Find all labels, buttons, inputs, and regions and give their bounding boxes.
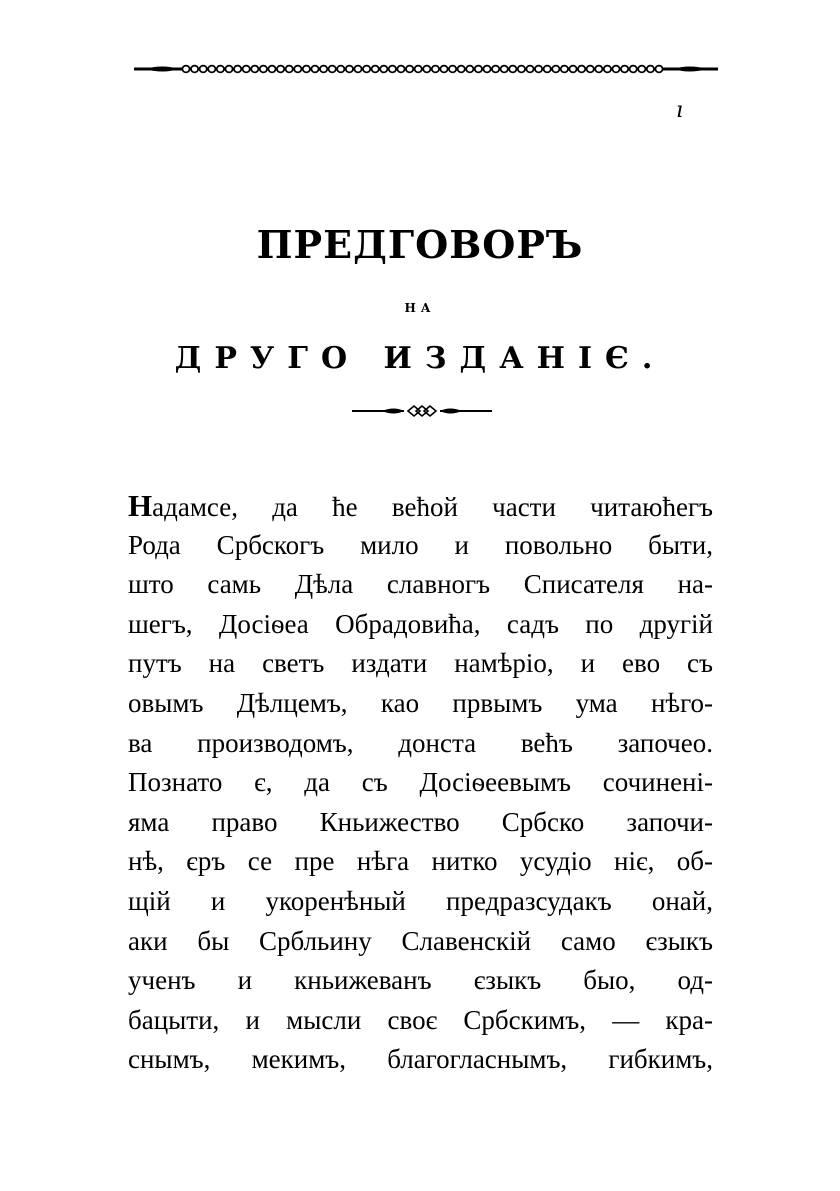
page-title: ПРЕДГОВОРЪ: [256, 222, 584, 267]
text-line: Рода Србскогъ мило и повольно быти,: [128, 529, 713, 560]
text-line: бацыти, и мысли своє Србскимъ, — кра-: [128, 1004, 713, 1035]
text-line: щій и укоренѣный предразсудакъ онай,: [128, 885, 713, 916]
text-line: Познато є, да съ Досіѳеевымъ сочиненi-: [128, 767, 713, 798]
text-line: аки бы Србльину Славенскій само єзыкъ: [128, 925, 713, 956]
text-line: што самь Дѣла славногъ Списателя на-: [128, 569, 713, 600]
text-line-1-rest: адамсе, да ће већой части читаюћегъ: [152, 492, 713, 522]
text-line: путъ на светъ издати намѣріо, и ево съ: [128, 648, 713, 679]
text-line: снымъ, мекимъ, благогласнымъ, гибкимъ,: [128, 1044, 713, 1075]
text-line: яма право Кньижество Србско започи-: [128, 806, 713, 837]
header-ornamental-rule: [134, 58, 718, 80]
text-line: нѣ, єръ се пре нѣга нитко усудіо ніє, об-: [128, 846, 713, 877]
text-line-1: [128, 486, 713, 526]
text-line: шегъ, Досіѳеа Обрадовића, садъ по другій: [128, 608, 713, 639]
subtitle-edition: ДРУГО ИЗДАНІЄ.: [174, 341, 666, 376]
text-line: овымъ Дѣлцемъ, као првымъ ума нѣго-: [128, 687, 713, 718]
subtitle-connector: НА: [404, 301, 436, 315]
text-line: ученъ и кньижеванъ єзыкъ быо, од-: [128, 965, 713, 996]
section-divider-ornament: [352, 403, 492, 419]
page-signature-mark: ı: [676, 98, 684, 123]
drop-cap-letter: Н: [128, 488, 153, 523]
text-line: ва производомъ, донста већъ започео.: [128, 727, 713, 758]
preface-body-text: [128, 486, 713, 1080]
